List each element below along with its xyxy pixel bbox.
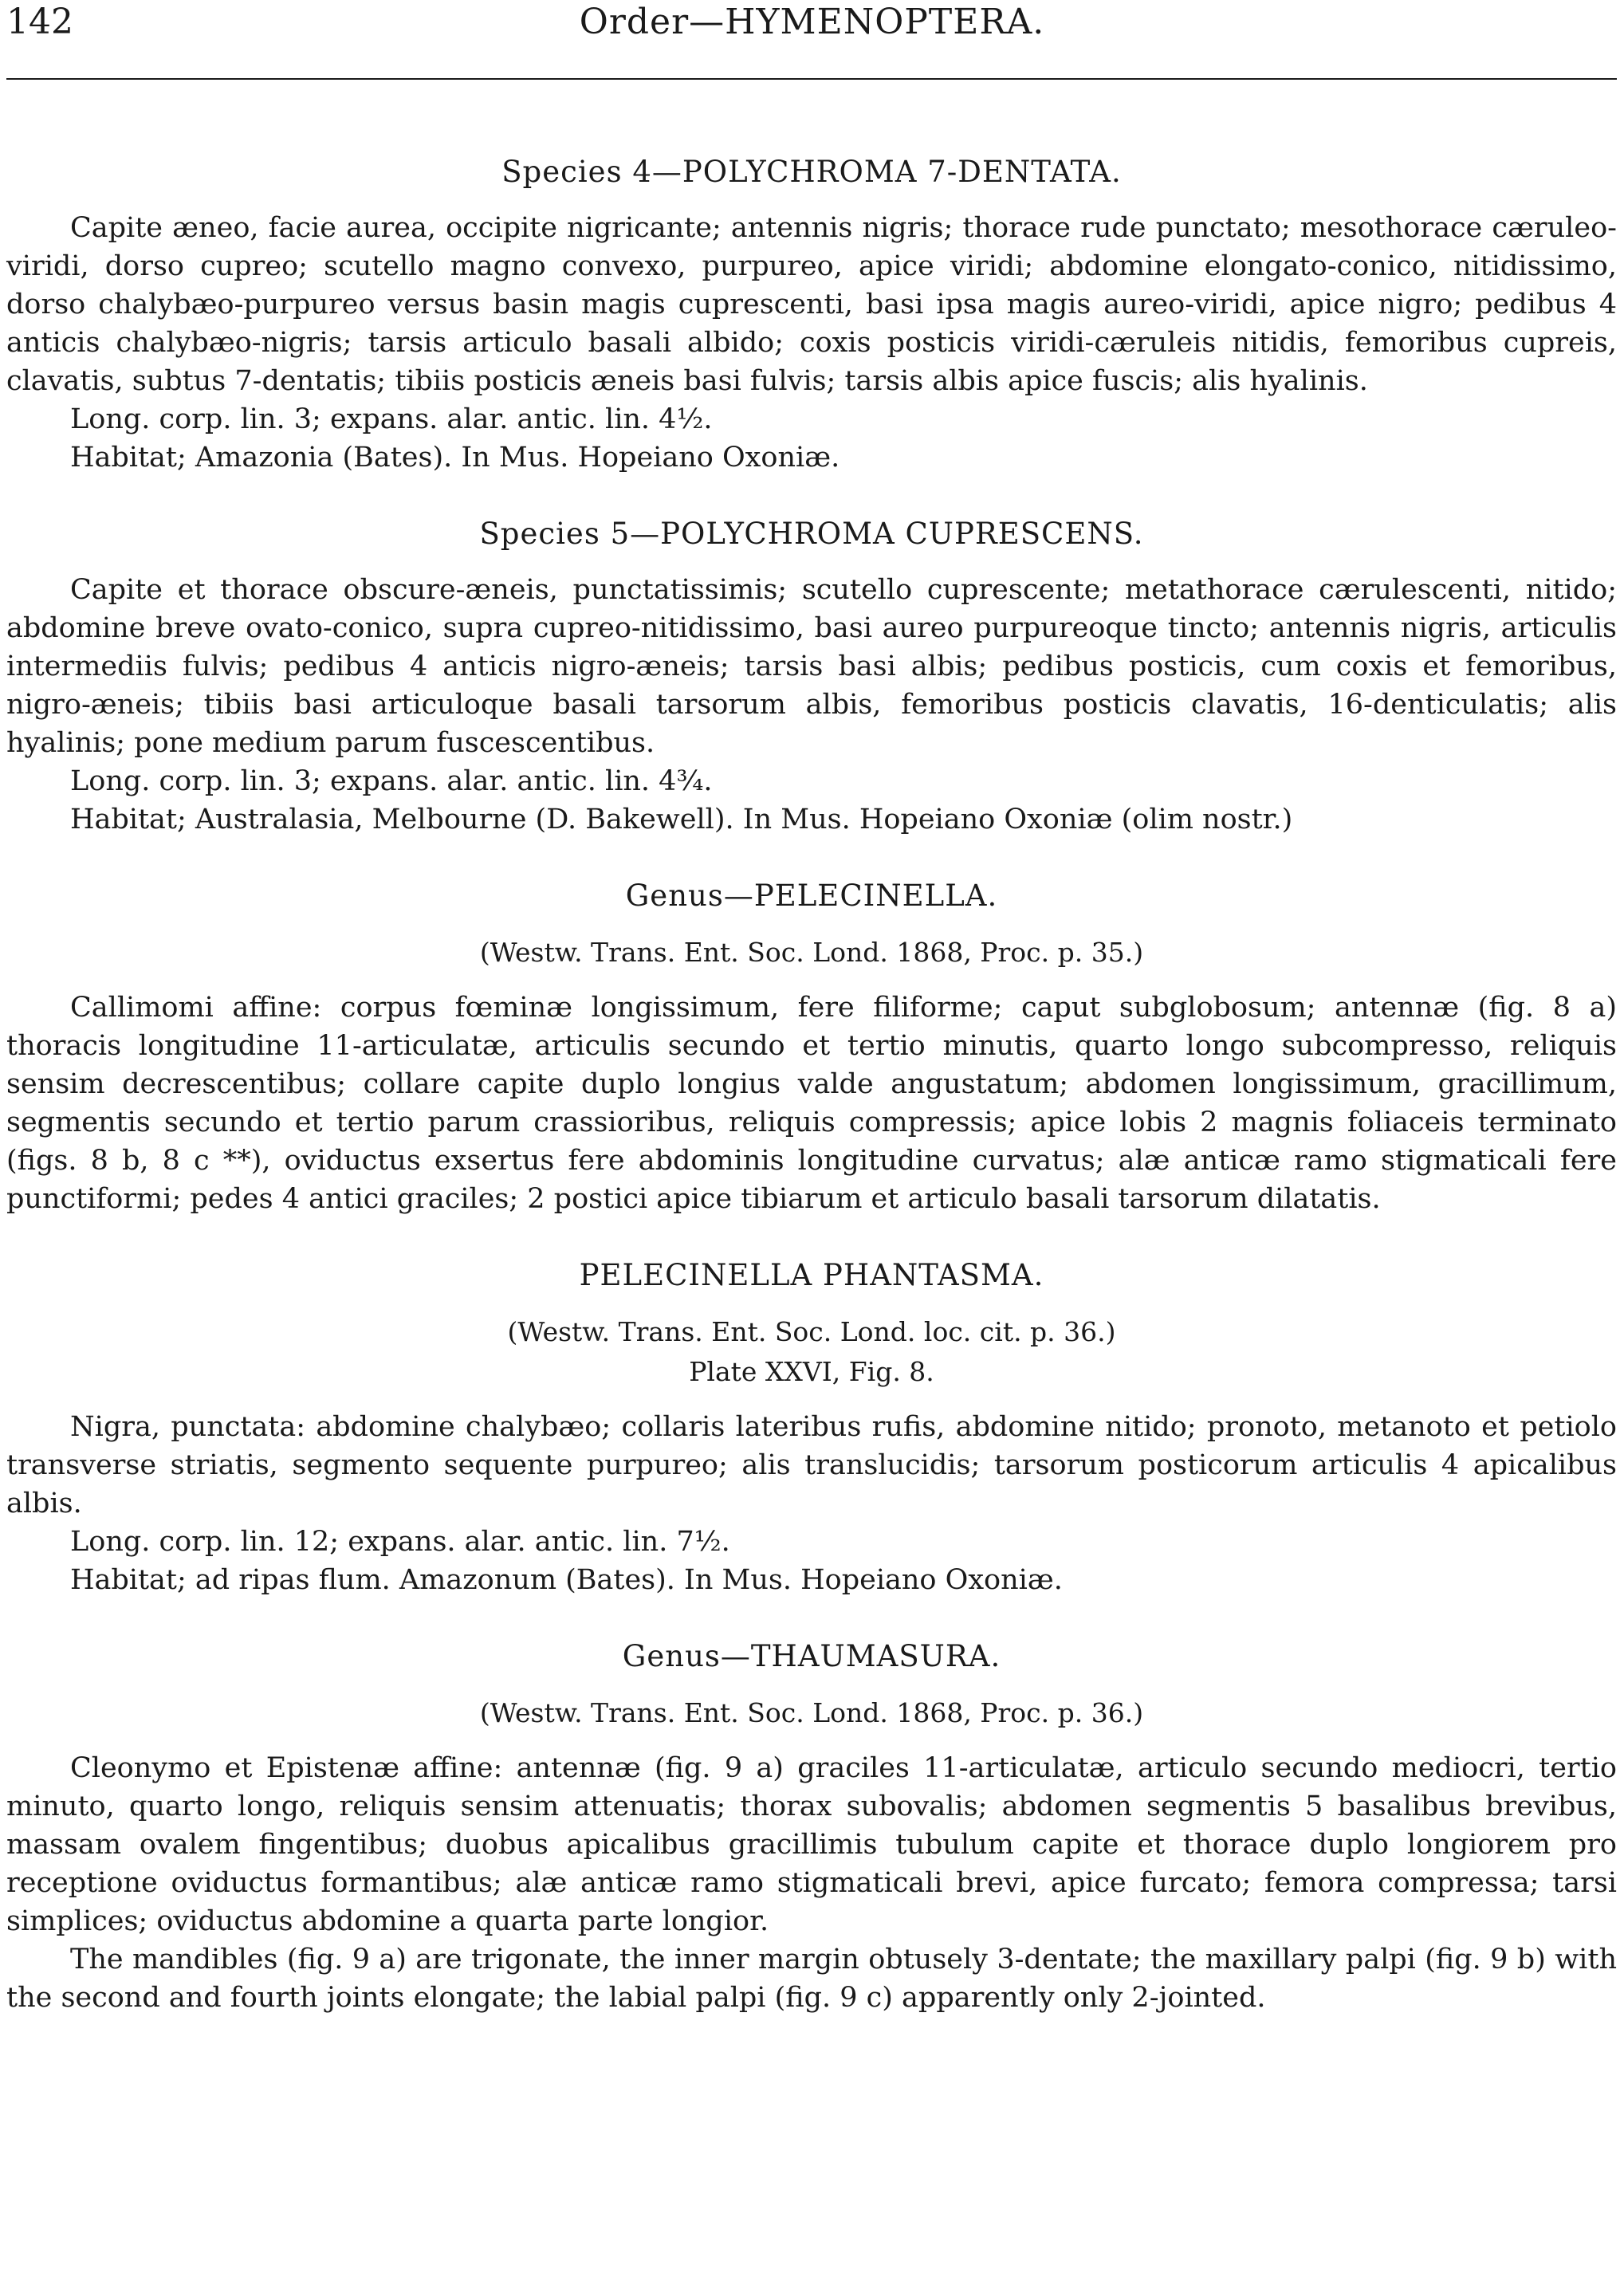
section-heading: Species 4—POLYCHROMA 7-DENTATA. [501,155,1122,189]
measurement-line: Long. corp. lin. 3; expans. alar. antic. lin. 4¾. [70,765,713,797]
page-number: 142 [6,2,73,42]
species-4-section [6,151,1617,477]
species-description: Capite et thorace obscure-æneis, punctatissimis; scutello cuprescente; metathorace cærulescenti, nitido; abdomine breve ovato-conico, supra cupreo-nitidissimo, basi aureo purpureoque tincto; antennis nigris, articulis intermediis fulvis; pedibus 4 anticis nigro-æneis; tarsis basi albis; pedibus posticis, cum coxis et femoribus, nigro-æneis; tibiis basi articuloque basali tarsorum albis, femoribus posticis clavatis, 16-denticulatis; alis hyalinis; pone medium parum fuscescentibus. [6,574,1617,759]
species-description: Capite æneo, facie aurea, occipite nigricante; antennis nigris; thorace rude punctato; mesothorace cæruleo-viridi, dorso cupreo; scutello magno convexo, purpureo, apice viridi; abdomine elongato-conico, nitidissimo, dorso chalybæo-purpureo versus basin magis cuprescenti, basi ipsa magis aureo-viridi, apice nigro; pedibus 4 anticis chalybæo-nigris; tarsis articulo basali albido; coxis posticis viridi-cæruleis nitidis, femoribus cupreis, clavatis, subtus 7-dentatis; tibiis posticis æneis basi fulvis; tarsis albis apice fuscis; alis hyalinis. [6,212,1617,397]
genus-description: Callimomi affine: corpus fœminæ longissimum, fere filiforme; caput subglobosum; antennæ (fig. 8 a) thoracis longitudine 11-articulatæ, articulis secundo et tertio minutis, quarto longo subcompresso, reliquis sensim decrescentibus; collare capite duplo longius valde angustatum; abdomen longissimum, gracillimum, segmentis secundo et tertio parum crassioribus, reliquis compressis; apice lobis 2 magnis foliaceis terminato (figs. 8 b, 8 c **), oviductus exsertus fere abdominis longitudine curvatus; alæ anticæ ramo stigmaticali fere punctiformi; pedes 4 antici graciles; 2 postici apice tibiarum et articulo basali tarsorum dilatatis. [6,992,1617,1215]
header-rule [6,78,1617,80]
genus-description: Cleonymo et Epistenæ affine: antennæ (fig. 9 a) graciles 11-articulatæ, articulo secundo mediocri, tertio minuto, quarto longo, reliquis sensim attenuatis; thorax subovalis; abdomen segmentis 5 basalibus brevibus, massam ovalem fingentibus; duobus apicalibus gracillimis tubulum capite et thorace duplo longiorem pro receptione oviductus formantibus; alæ anticæ ramo stigmaticali brevi, apice furcato; femora compressa; tarsi simplices; oviductus abdomine a quarta parte longior. [6,1752,1617,1937]
habitat-line: Habitat; Amazonia (Bates). In Mus. Hopeiano Oxoniæ. [70,442,840,474]
pelecinella-phantasma-section [6,1255,1617,1599]
reference-line: (Westw. Trans. Ent. Soc. Lond. 1868, Proc. p. 35.) [479,937,1144,968]
measurement-line: Long. corp. lin. 12; expans. alar. antic. lin. 7½. [70,1526,730,1558]
reference-line: (Westw. Trans. Ent. Soc. Lond. 1868, Proc. p. 36.) [479,1697,1144,1728]
section-heading: Genus—PELECINELLA. [625,879,998,913]
english-description: The mandibles (fig. 9 a) are trigonate, the inner margin obtusely 3-dentate; the maxillary palpi (fig. 9 b) with the second and fourth joints elongate; the labial palpi (fig. 9 c) apparently only 2-jointed. [6,1944,1617,2014]
plate-reference: Plate XXVI, Fig. 8. [689,1356,934,1387]
section-heading: Species 5—POLYCHROMA CUPRESCENS. [479,517,1144,551]
measurement-line: Long. corp. lin. 3; expans. alar. antic. lin. 4½. [70,403,713,435]
page-header [0,0,1624,84]
species-5-section [6,513,1617,839]
genus-pelecinella-section [6,875,1617,1218]
running-head: Order—HYMENOPTERA. [579,2,1045,42]
habitat-line: Habitat; Australasia, Melbourne (D. Bakewell). In Mus. Hopeiano Oxoniæ (olim nostr.) [70,804,1293,835]
page-body [6,151,1617,2017]
section-heading: Genus—THAUMASURA. [622,1639,1001,1673]
species-description: Nigra, punctata: abdomine chalybæo; collaris lateribus rufis, abdomine nitido; pronoto, metanoto et petiolo transverse striatis, segmento sequente purpureo; alis translucidis; tarsorum posticorum articulis 4 apicalibus albis. [6,1411,1617,1519]
section-heading: PELECINELLA PHANTASMA. [579,1258,1044,1292]
reference-line: (Westw. Trans. Ent. Soc. Lond. loc. cit. p. 36.) [507,1316,1116,1347]
genus-thaumasura-section [6,1636,1617,2017]
habitat-line: Habitat; ad ripas flum. Amazonum (Bates). In Mus. Hopeiano Oxoniæ. [70,1564,1063,1596]
